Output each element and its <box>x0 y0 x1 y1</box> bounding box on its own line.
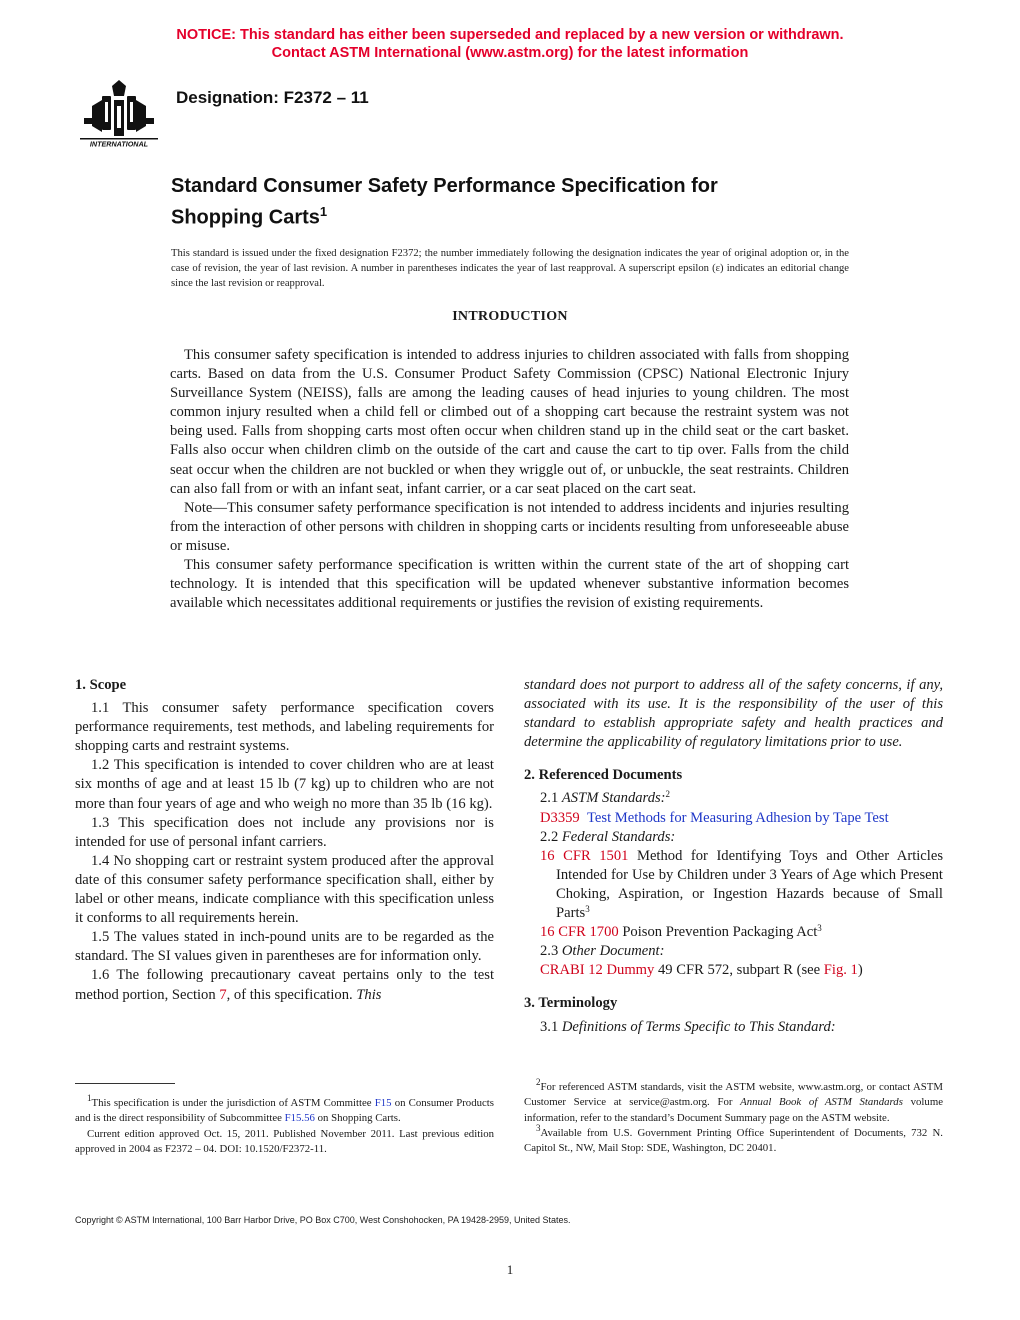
fig-1-link[interactable]: Fig. 1 <box>823 962 858 979</box>
intro-paragraph-3: This consumer safety performance specification is written within the current state of the art of shopping cart technology. It is intended that this specification will be updated whenever substantive information becomes available which necessitates additional requirements or justifies the revision of existing requirements. <box>170 557 849 612</box>
crabi-link[interactable]: CRABI 12 Dummy <box>540 962 655 979</box>
f15-link[interactable]: F15 <box>374 1097 392 1109</box>
scope-1-4: 1.4 No shopping cart or restraint system produced after the approval date of this consumer safety performance specification shall, either by label or other means, indicate compliance with this specification unless it conforms to all requirements herein. <box>75 852 494 927</box>
ref-16cfr1700: 16 CFR 1700 Poison Prevention Packaging Act$^3$ <box>540 923 822 941</box>
ref-crabi: CRABI 12 Dummy 49 CFR 572, subpart R (see Fig. 1) <box>540 962 863 979</box>
footnote-1-edition: Current edition approved Oct. 15, 2011. Published November 2011. Last previous edition approved in 2004 as F2372 – 04. DOI: 10.1520/F2372-11. <box>75 1127 494 1155</box>
page-number: 1 <box>506 1262 514 1277</box>
introduction-body <box>170 346 849 613</box>
logo-text: INTERNATIONAL <box>89 139 149 148</box>
footnote-2: $^2$For referenced ASTM standards, visit the ASTM website, www.astm.org, or contact ASTM Customer Service at service@astm.org. For Annual Book of ASTM Standards volume information, refer to the standard’s Document Summary page on the ASTM website. <box>524 1077 944 1124</box>
footnotes-left <box>75 1093 494 1157</box>
scope-1-5: 1.5 The values stated in inch-pound units are to be regarded as the standard. The SI values given in parentheses are for information only. <box>75 929 494 965</box>
right-column <box>524 676 943 1037</box>
references-heading: 2. Referenced Documents <box>524 767 683 784</box>
designation: Designation: F2372 – 11 <box>176 88 369 107</box>
notice-line-2: Contact ASTM International (www.astm.org) for the latest information <box>271 45 749 61</box>
ref-d3359 <box>524 809 943 828</box>
issue-note: This standard is issued under the fixed designation F2372; the number immediately following the designation indicates the year of original adoption or, in the case of revision, the year of last revision. A number in parentheses indicates the year of last reapproval. A superscript epsilon (ε) indicates an editorial change since the last revision or reapproval. <box>171 248 849 289</box>
notice-line-1: NOTICE: This standard has either been superseded and replaced by a new version or withdrawn. <box>176 27 844 43</box>
scope-1-3: 1.3 This specification does not include any provisions nor is intended for use of personal infant carriers. <box>75 814 494 850</box>
introduction-heading: INTRODUCTION <box>452 309 568 324</box>
footnotes-right <box>524 1077 944 1156</box>
section-7-link[interactable]: 7 <box>219 986 227 1003</box>
astm-logo-icon <box>78 76 160 148</box>
footnote-rule-left <box>75 1083 175 1084</box>
ref-2-1: 2.1 ASTM Standards:$^2$ <box>540 789 671 807</box>
ref-2-3: 2.3 Other Document: <box>540 943 665 960</box>
title-line-1: Standard Consumer Safety Performance Specification for <box>171 175 718 197</box>
document-title <box>171 174 891 231</box>
d3359-link[interactable]: D3359 <box>540 809 580 826</box>
left-column <box>75 676 494 1005</box>
scope-1-1: 1.1 This consumer safety performance specification covers performance requirements, test methods, and labeling requirements for shopping carts and restraint systems. <box>75 700 494 755</box>
footnote-1: $^1$This specification is under the jurisdiction of ASTM Committee F15 on Consumer Products and is the direct responsibility of Subcommittee F15.56 on Shopping Carts. <box>75 1093 494 1125</box>
scope-1-2: 1.2 This specification is intended to cover children who are at least six months of age and at least 15 lb (7 kg) up to children who are not more than four years of age and who weigh no more than 35 lb (16 kg). <box>75 757 494 812</box>
cfr1700-link[interactable]: 16 CFR 1700 <box>540 924 619 941</box>
d3359-title-link[interactable]: Test Methods for Measuring Adhesion by Tape Test <box>587 809 889 826</box>
ref-16cfr1501: 16 CFR 1501 Method for Identifying Toys and Other Articles Intended for Use by Children under 3 Years of Age which Present Choking, Aspiration, or Ingestion Hazards because of Small Parts$^3$ <box>540 847 943 922</box>
intro-paragraph-1: This consumer safety specification is intended to address injuries to children associated with falls from shopping carts. Based on data from the U.S. Consumer Product Safety Commission (CPSC) National Electronic Injury Surveillance System (NEISS), falls are among the leading causes of head injuries to young children. The most common injury resulted when a child fell or climbed out of a shopping cart because the restraint system was not being used. Falls from shopping carts most often occur when children stand up in the child seat or the cart basket. Falls also occur when children climb on the outside of the cart and cause the cart to tip over. Falls from the child seat occur when the children are not buckled or when they wriggle out of, or unbuckle, the seat restraints. Children can also fall from or with an infant seat, infant carrier, or a car seat placed on the cart seat. <box>170 347 849 497</box>
withdrawal-notice <box>0 26 1020 62</box>
terminology-heading: 3. Terminology <box>524 995 618 1012</box>
intro-note: Note—This consumer safety performance specification is not intended to address incidents and injuries resulting from the interaction of other persons with children in shopping carts or incidents resulting from unforeseeable abuse or misuse. <box>170 499 849 554</box>
f15-56-link[interactable]: F15.56 <box>284 1112 315 1125</box>
title-line-2: Shopping Carts <box>171 206 320 229</box>
scope-heading: 1. Scope <box>75 677 127 693</box>
scope-1-6-continued: standard does not purport to address all of the safety concerns, if any, associated with its use. It is the responsibility of the user of this standard to establish appropriate safety and health practices and determine the applicability of regulatory limitations prior to use. <box>524 677 943 751</box>
term-3-1: 3.1 Definitions of Terms Specific to This Standard: <box>540 1018 836 1035</box>
cfr1501-link[interactable]: 16 CFR 1501 <box>540 847 629 864</box>
ref-2-2: 2.2 Federal Standards: <box>540 828 676 845</box>
copyright-line: Copyright © ASTM International, 100 Barr Harbor Drive, PO Box C700, West Conshohocken, PA 19428-2959, United States. <box>75 1215 571 1225</box>
title-footnote-mark: 1 <box>319 204 328 219</box>
scope-1-6: 1.6 The following precautionary caveat pertains only to the test method portion, Section 7, of this specification. This <box>75 967 494 1003</box>
footnote-3: $^3$Available from U.S. Government Printing Office Superintendent of Documents, 732 N. Capitol St., NW, Mail Stop: SDE, Washington, DC 20401. <box>524 1122 943 1155</box>
